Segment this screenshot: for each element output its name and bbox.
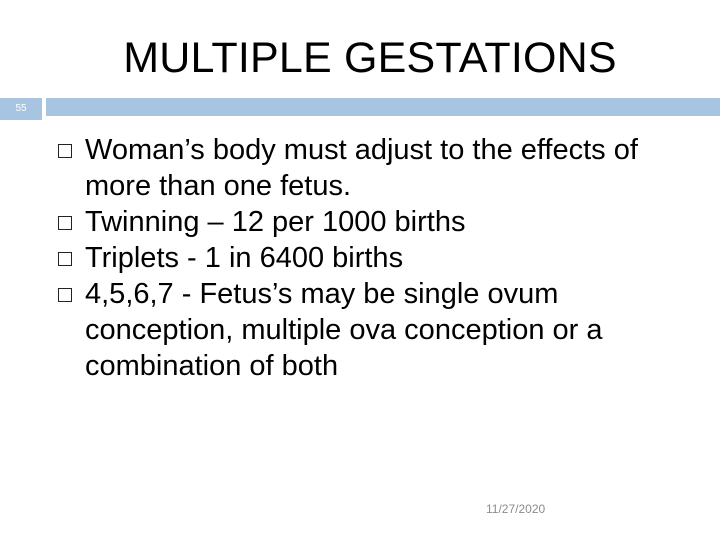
bullet-text: 4,5,6,7 - Fetus’s may be single ovum conception, multiple ova conception or a combination of both (85, 278, 603, 382)
bullet-text: Twinning – 12 per 1000 births (85, 206, 466, 238)
footer-date: 11/27/2020 (486, 502, 546, 516)
square-bullet-icon (58, 252, 72, 266)
bullet-text: Triplets - 1 in 6400 births (85, 242, 404, 274)
bullet-list (58, 132, 698, 384)
bullet-item (58, 204, 698, 240)
slide-number: 55 (0, 98, 42, 120)
slide-title: MULTIPLE GESTATIONS (123, 34, 617, 82)
square-bullet-icon (58, 288, 72, 302)
square-bullet-icon (58, 144, 72, 158)
bullet-item (58, 132, 698, 204)
bullet-item (58, 276, 698, 384)
bullet-item (58, 240, 698, 276)
header-accent-bar (46, 98, 720, 116)
bullet-text: Woman’s body must adjust to the effects of more than one fetus. (85, 134, 638, 202)
square-bullet-icon (58, 216, 72, 230)
